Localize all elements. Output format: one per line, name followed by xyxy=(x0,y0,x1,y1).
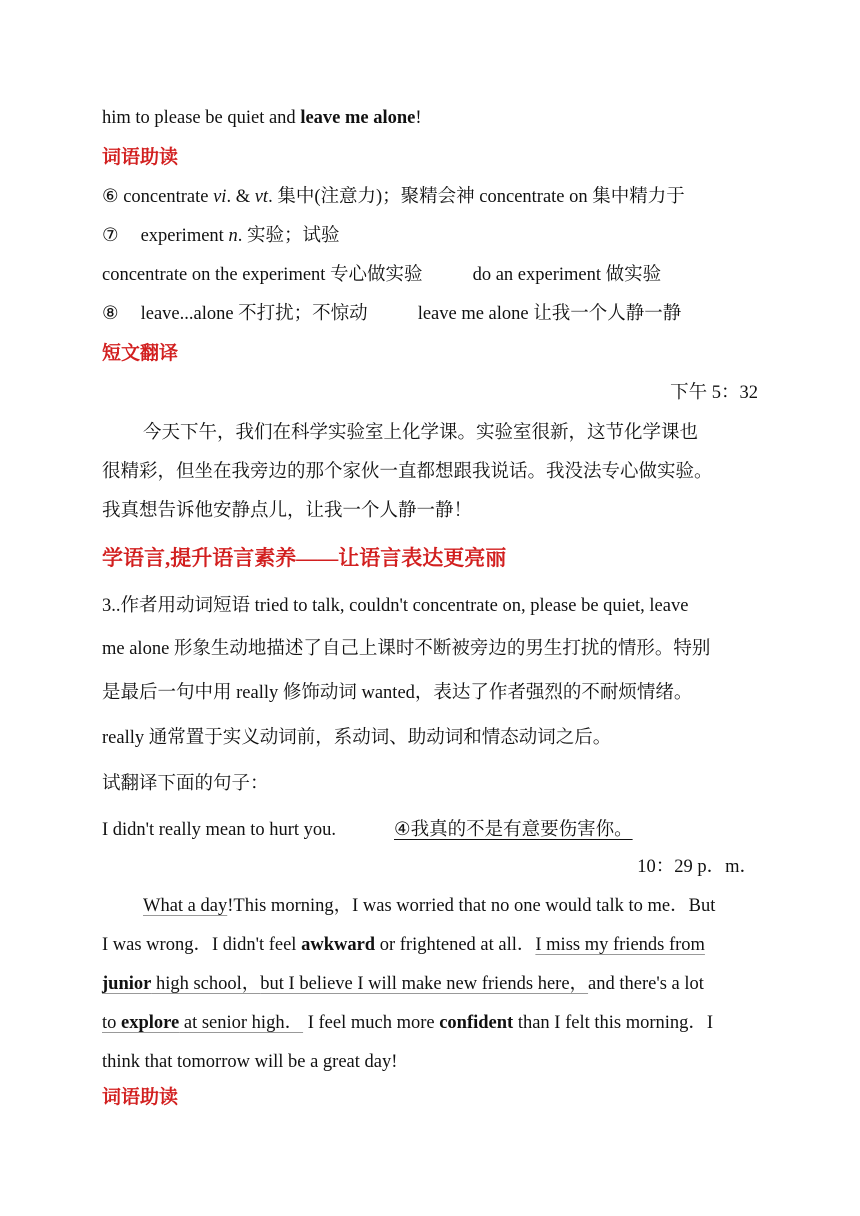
english-sentence: I didn't really mean to hurt you. xyxy=(102,820,337,840)
vocab-entry-6: ⑥ concentrate vi. & vt. 集中(注意力)；聚精会神 concentrate on 集中精力于 xyxy=(102,187,685,207)
diary-line-3: junior high school，but I believe I will make new friends here，and there's a lot xyxy=(102,974,704,994)
vocab-heading-2: 词语助读 xyxy=(102,1087,179,1108)
analysis-line-3: 是最后一句中用 really 修饰动词 wanted，表达了作者强烈的不耐烦情绪。 xyxy=(102,683,693,703)
analysis-line-2: me alone 形象生动地描述了自己上课时不断被旁边的男生打扰的情形。特别 xyxy=(102,639,711,659)
answer-text: ④我真的不是有意要伤害你。 xyxy=(394,820,633,840)
translation-time: 下午 5：32 xyxy=(670,383,758,403)
intro-bold-phrase: leave me alone xyxy=(300,108,416,128)
vocab-entry-7: ⑦ experiment n. 实验；试验 xyxy=(102,226,340,246)
diary-time: 10：29 p．m． xyxy=(637,857,758,877)
diary-line-2: I was wrong．I didn't feel awkward or frightened at all．I miss my friends from xyxy=(102,935,705,955)
vocab-heading: 词语助读 xyxy=(102,147,179,168)
vocab-entry-8: ⑧ leave...alone 不打扰；不惊动 leave me alone 让我一个人静一静 xyxy=(102,304,682,324)
analysis-line-4: really 通常置于实义动词前，系动词、助动词和情态动词之后。 xyxy=(102,728,612,748)
translation-line-2: 很精彩，但坐在我旁边的那个家伙一直都想跟我说话。我没法专心做实验。 xyxy=(102,462,713,482)
translation-line-3: 我真想告诉他安静点儿，让我一个人静一静！ xyxy=(102,501,473,521)
intro-line xyxy=(102,106,422,130)
exercise-prompt: 试翻译下面的句子： xyxy=(102,774,269,794)
diary-line-5: think that tomorrow will be a great day! xyxy=(102,1052,398,1072)
diary-line-1: What a day!This morning，I was worried that no one would talk to me．But xyxy=(143,896,716,916)
intro-punct: ! xyxy=(415,108,422,128)
intro-text: him to please be quiet and xyxy=(102,108,301,128)
section-heading: 学语言,提升语言素养——让语言表达更亮丽 xyxy=(102,546,507,570)
translation-line-1: 今天下午，我们在科学实验室上化学课。实验室很新，这节化学课也 xyxy=(143,423,699,443)
translation-heading: 短文翻译 xyxy=(102,343,179,364)
exercise-sentence xyxy=(102,818,633,842)
vocab-entry-7-phrases: concentrate on the experiment 专心做实验 do an experiment 做实验 xyxy=(102,265,662,285)
diary-line-4: to explore at senior high． I feel much more confident than I felt this morning．I xyxy=(102,1013,714,1033)
analysis-line-1: 3..作者用动词短语 tried to talk, couldn't concentrate on, please be quiet, leave xyxy=(102,596,689,616)
